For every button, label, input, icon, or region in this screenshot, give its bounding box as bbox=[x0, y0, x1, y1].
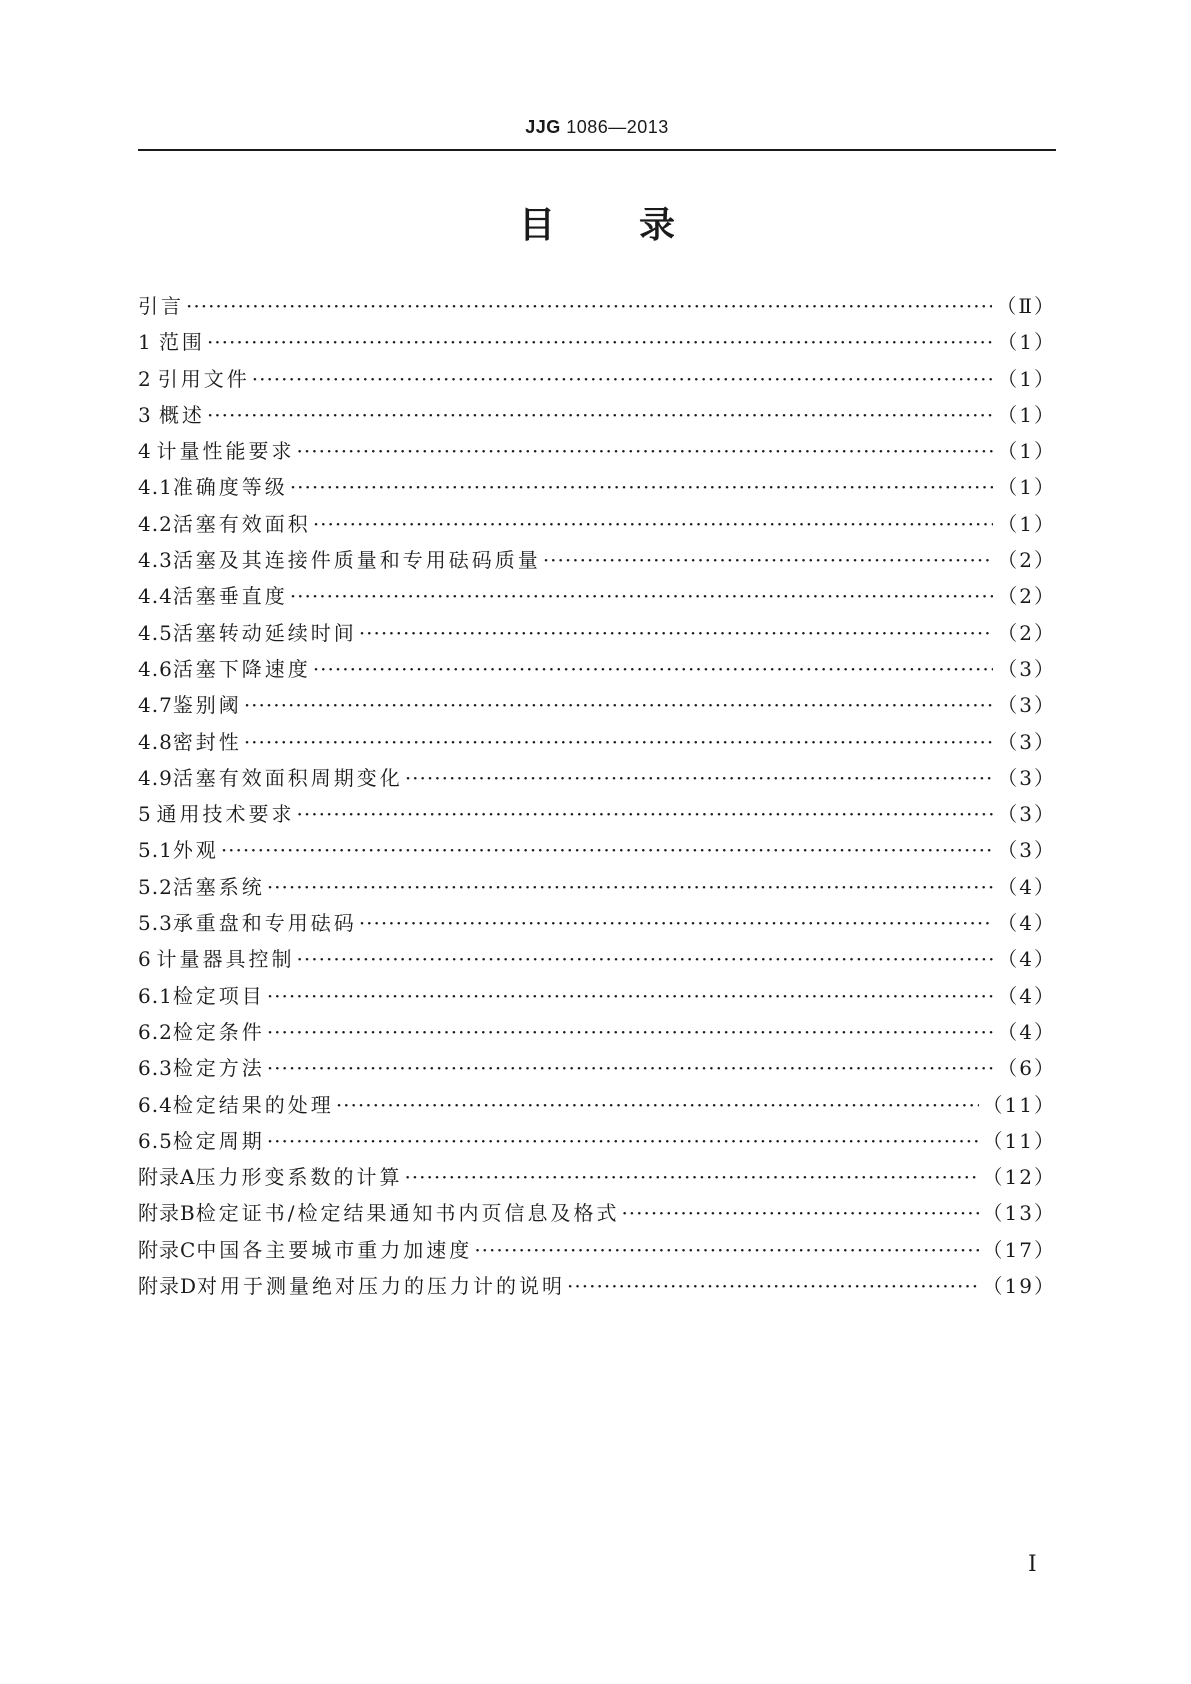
toc-entry-number: 4.3 bbox=[138, 548, 173, 573]
toc-entry-title: 对用于测量绝对压力的压力计的说明 bbox=[197, 1274, 566, 1299]
page-number: Ⅰ bbox=[1028, 1552, 1037, 1577]
toc-leader-dots bbox=[244, 687, 993, 723]
toc-entry[interactable] bbox=[138, 941, 1056, 977]
toc-entry-title: 引用文件 bbox=[157, 366, 250, 391]
toc-entry[interactable] bbox=[138, 724, 1056, 760]
toc-entry-title: 压力形变系数的计算 bbox=[195, 1165, 403, 1190]
toc-leader-dots bbox=[267, 1123, 979, 1159]
toc-entry-title: 活塞有效面积 bbox=[172, 511, 311, 536]
toc-entry-page: （4） bbox=[997, 1019, 1056, 1044]
toc-entry-page: （3） bbox=[997, 802, 1056, 827]
toc-entry-page: （1） bbox=[997, 511, 1056, 536]
toc-entry-number: 附录A bbox=[138, 1165, 196, 1190]
toc-entry[interactable] bbox=[138, 542, 1056, 578]
toc-entry-title: 活塞转动延续时间 bbox=[172, 620, 357, 645]
toc-entry[interactable] bbox=[138, 1268, 1056, 1304]
toc-entry-number: 4.5 bbox=[138, 620, 173, 645]
toc-entry-title: 检定条件 bbox=[172, 1019, 265, 1044]
toc-entry-number: 4.6 bbox=[138, 656, 173, 681]
toc-entry-number: 4.2 bbox=[138, 511, 173, 536]
toc-entry-number: 5.3 bbox=[138, 911, 173, 936]
toc-entry-page: （4） bbox=[997, 947, 1056, 972]
toc-leader-dots bbox=[297, 796, 994, 832]
toc-entry-number: 6.4 bbox=[138, 1092, 173, 1117]
page-title-char-2: 录 bbox=[639, 205, 676, 246]
toc-entry-page: （3） bbox=[997, 656, 1056, 681]
toc-entry-title: 承重盘和专用砝码 bbox=[172, 911, 357, 936]
toc-entry-title: 概述 bbox=[158, 402, 205, 427]
toc-leader-dots bbox=[207, 324, 993, 360]
toc-entry[interactable] bbox=[138, 1159, 1056, 1195]
toc-leader-dots bbox=[267, 1014, 993, 1050]
toc-entry-number: 4.7 bbox=[138, 693, 173, 718]
toc-entry[interactable] bbox=[138, 1050, 1056, 1086]
standard-number: 1086—2013 bbox=[560, 117, 669, 137]
toc-entry-number: 4.8 bbox=[138, 729, 173, 754]
toc-entry-number: 1 bbox=[138, 330, 152, 355]
toc-leader-dots bbox=[267, 1050, 993, 1086]
toc-leader-dots bbox=[297, 941, 994, 977]
toc-entry[interactable] bbox=[138, 506, 1056, 542]
toc-leader-dots bbox=[207, 397, 993, 433]
toc-leader-dots bbox=[186, 288, 992, 324]
toc-entry-number: 2 bbox=[138, 366, 152, 391]
toc-entry[interactable] bbox=[138, 978, 1056, 1014]
toc-entry[interactable] bbox=[138, 469, 1056, 505]
toc-entry-number: 6.5 bbox=[138, 1128, 173, 1153]
toc-leader-dots bbox=[297, 433, 994, 469]
page-title-char-1: 目 bbox=[518, 205, 555, 246]
toc-entry[interactable] bbox=[138, 615, 1056, 651]
toc-entry[interactable] bbox=[138, 578, 1056, 614]
toc-entry[interactable] bbox=[138, 1232, 1056, 1268]
toc-entry-title: 准确度等级 bbox=[172, 475, 288, 500]
toc-entry-page: （3） bbox=[997, 838, 1056, 863]
toc-entry-number: 4 bbox=[138, 439, 152, 464]
toc-entry-title: 鉴别阈 bbox=[172, 693, 242, 718]
toc-leader-dots bbox=[543, 542, 993, 578]
toc-entry-title: 检定方法 bbox=[172, 1056, 265, 1081]
toc-entry-title: 通用技术要求 bbox=[156, 802, 295, 827]
toc-leader-dots bbox=[474, 1232, 978, 1268]
toc-entry-number: 3 bbox=[138, 402, 152, 427]
toc-leader-dots bbox=[313, 651, 993, 687]
toc-leader-dots bbox=[404, 1159, 978, 1195]
toc-entry-page: （1） bbox=[997, 330, 1056, 355]
toc-entry-number: 附录D bbox=[138, 1274, 198, 1299]
toc-entry[interactable] bbox=[138, 1195, 1056, 1231]
toc-entry-number: 4.1 bbox=[138, 475, 173, 500]
toc-entry-page: （1） bbox=[997, 475, 1056, 500]
toc-entry-title: 检定项目 bbox=[172, 983, 265, 1008]
toc-entry-number: 4.9 bbox=[138, 765, 173, 790]
toc-entry-number: 5.2 bbox=[138, 874, 173, 899]
toc-entry-page: （4） bbox=[997, 983, 1056, 1008]
toc-entry-title: 计量性能要求 bbox=[156, 439, 295, 464]
toc-entry-title: 活塞及其连接件质量和专用砝码质量 bbox=[172, 548, 541, 573]
toc-entry[interactable] bbox=[138, 1087, 1056, 1123]
toc-entry-page: （17） bbox=[982, 1237, 1056, 1262]
toc-entry-title: 检定结果的处理 bbox=[172, 1092, 334, 1117]
toc-entry-page: （4） bbox=[997, 911, 1056, 936]
toc-leader-dots bbox=[567, 1268, 979, 1304]
toc-entry-page: （4） bbox=[997, 874, 1056, 899]
toc-entry[interactable] bbox=[138, 361, 1056, 397]
toc-entry-page: （2） bbox=[997, 584, 1056, 609]
toc-entry-page: （12） bbox=[982, 1165, 1056, 1190]
toc-entry-title: 外观 bbox=[172, 838, 219, 863]
toc-entry-number: 5.1 bbox=[138, 838, 173, 863]
toc-leader-dots bbox=[267, 978, 993, 1014]
toc-leader-dots bbox=[221, 832, 993, 868]
toc-entry-page: （3） bbox=[997, 729, 1056, 754]
toc-entry-number: 6.1 bbox=[138, 983, 173, 1008]
toc-entry-page: （1） bbox=[997, 402, 1056, 427]
toc-entry[interactable] bbox=[138, 796, 1056, 832]
toc-entry-page: （19） bbox=[982, 1274, 1056, 1299]
toc-entry-title: 检定证书/检定结果通知书内页信息及格式 bbox=[195, 1201, 620, 1226]
toc-entry[interactable] bbox=[138, 651, 1056, 687]
toc-leader-dots bbox=[244, 724, 993, 760]
toc-leader-dots bbox=[336, 1087, 979, 1123]
toc-leader-dots bbox=[405, 760, 993, 796]
toc-leader-dots bbox=[267, 869, 993, 905]
toc-entry[interactable] bbox=[138, 760, 1056, 796]
toc-leader-dots bbox=[621, 1195, 978, 1231]
toc-entry[interactable] bbox=[138, 324, 1056, 360]
toc-entry-number: 6 bbox=[138, 947, 152, 972]
toc-entry-title: 密封性 bbox=[172, 729, 242, 754]
toc-entry-page: （2） bbox=[997, 548, 1056, 573]
toc-entry-title: 范围 bbox=[158, 330, 205, 355]
toc-entry-title: 活塞下降速度 bbox=[172, 656, 311, 681]
toc-entry[interactable] bbox=[138, 905, 1056, 941]
toc-entry-page: （2） bbox=[997, 620, 1056, 645]
toc-entry[interactable] bbox=[138, 687, 1056, 723]
toc-entry-title: 检定周期 bbox=[172, 1128, 265, 1153]
toc-entry-number: 附录C bbox=[138, 1237, 197, 1262]
toc-leader-dots bbox=[313, 506, 993, 542]
toc-entry-page: （13） bbox=[982, 1201, 1056, 1226]
toc-entry-page: （3） bbox=[997, 693, 1056, 718]
toc-entry[interactable] bbox=[138, 433, 1056, 469]
toc-entry-page: （Ⅱ） bbox=[996, 294, 1056, 318]
toc-entry-page: （11） bbox=[982, 1092, 1056, 1117]
toc-entry-page: （1） bbox=[997, 366, 1056, 391]
header-rule bbox=[138, 149, 1056, 151]
toc-entry-number: 4.4 bbox=[138, 584, 173, 609]
toc-entry-title: 计量器具控制 bbox=[156, 947, 295, 972]
toc-entry-title: 引言 bbox=[138, 294, 184, 318]
toc-entry-title: 活塞有效面积周期变化 bbox=[172, 765, 403, 790]
toc-entry-number: 6.2 bbox=[138, 1019, 173, 1044]
toc-entry-page: （6） bbox=[997, 1056, 1056, 1081]
page-title bbox=[138, 204, 1056, 248]
toc-entry[interactable] bbox=[138, 1014, 1056, 1050]
toc-leader-dots bbox=[290, 469, 993, 505]
table-of-contents bbox=[138, 288, 1056, 1304]
standard-prefix: JJG bbox=[525, 117, 561, 137]
document-code-header bbox=[138, 116, 1056, 138]
toc-leader-dots bbox=[290, 578, 993, 614]
toc-entry[interactable] bbox=[138, 1123, 1056, 1159]
toc-entry-number: 6.3 bbox=[138, 1056, 173, 1081]
toc-entry[interactable] bbox=[138, 397, 1056, 433]
toc-entry-page: （11） bbox=[982, 1128, 1056, 1153]
toc-entry[interactable] bbox=[138, 832, 1056, 868]
toc-entry-page: （3） bbox=[997, 765, 1056, 790]
toc-entry-title: 中国各主要城市重力加速度 bbox=[196, 1237, 473, 1262]
toc-entry-number: 附录B bbox=[138, 1201, 196, 1226]
toc-entry-title: 活塞垂直度 bbox=[172, 584, 288, 609]
toc-entry-title: 活塞系统 bbox=[172, 874, 265, 899]
toc-leader-dots bbox=[252, 361, 994, 397]
toc-leader-dots bbox=[359, 905, 993, 941]
toc-entry-number: 5 bbox=[138, 802, 152, 827]
toc-entry-page: （1） bbox=[997, 439, 1056, 464]
toc-leader-dots bbox=[359, 615, 993, 651]
toc-entry[interactable] bbox=[138, 869, 1056, 905]
toc-entry[interactable] bbox=[138, 288, 1056, 324]
